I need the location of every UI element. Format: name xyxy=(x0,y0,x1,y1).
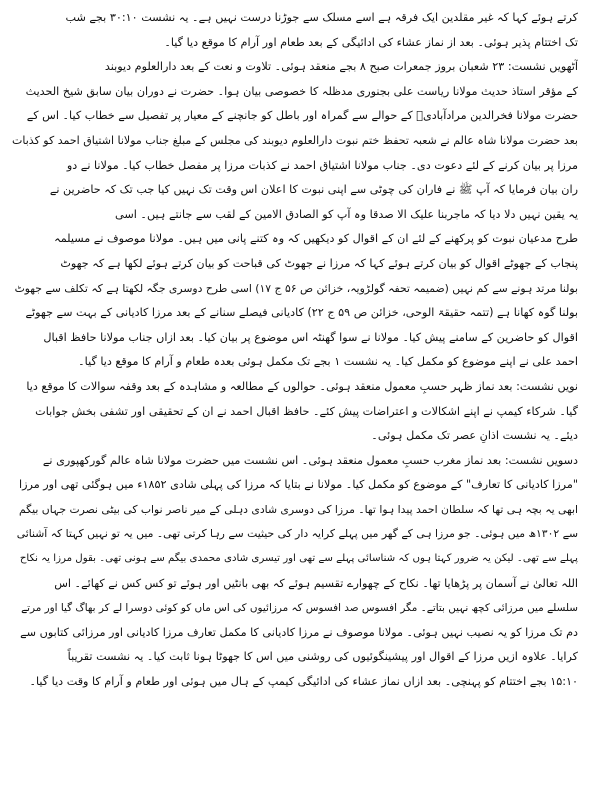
text-line: پنجاب کے جھوٹے اقوال کو بیان کرتے ہوئے کہا کہ مرزا نے جھوٹ کی قباحت کو بیان کرتے ہوئے لکھا ہے کہ جھوٹ xyxy=(60,256,578,270)
text-line: پہلے سے تھی۔ لیکن یہ ضرور کہتا ہوں کہ شناسائی پہلے سے تھی اور تیسری شادی محمدی بیگم سے ہونی تھی۔ بقول مرزا یہ نکاح xyxy=(19,553,578,565)
text-line: حضرت مولانا فخرالدین مرادآبادیؒ کے حوالے سے گمراہ اور باطل کو جانچنے کے معیار پر تفصیل سے خطاب کیا۔ اس کے xyxy=(26,109,578,123)
text-line: ران بیان فرمایا کہ آپ ﷺ نے فاران کی چوٹی سے اپنی نبوت کا اعلان اس وقت تک نہیں کیا جب تک کہ حاضرین نے xyxy=(49,183,578,197)
text-line: "مرزا کادیانی کا تعارف" کے موضوع کو مکمل کیا۔ مولانا نے بتایا کہ مرزا کی پہلی شادی ۱۸۵۲ء میں ہوگئی تھی اور مرزا xyxy=(19,478,578,492)
text-line: کرایا۔ علاوہ ازیں مرزا کے اقوال اور پیشینگوئیوں کی روشنی میں اس کا جھوٹا ہونا ثابت کیا۔ یہ نشست تقریباً xyxy=(67,650,578,664)
text-line: اللہ تعالیٰ نے آسمان پر پڑھایا تھا۔ نکاح کے چھوارے تقسیم ہوئے کہ بھی بانٹیں اور ہوئے تو کس کس نے کھائے۔ اس xyxy=(54,576,578,590)
document-page xyxy=(12,6,578,796)
text-line: آٹھویں نشست: ۲۳ شعبان بروز جمعرات صبح ۸ بجے منعقد ہوئی۔ تلاوت و نعت کے بعد دارالعلوم دیوبند xyxy=(104,60,578,74)
text-line: یہ یقین نہیں دلا دیا کہ ماجربنا علیک الا صدقا وہ آپ کو الصادق الامین کے لقب سے جانتے ہیں۔ اسی xyxy=(115,207,578,221)
text-line: مرزا پر بیان کرنے کے لئے دعوت دی۔ جناب مولانا اشتیاق احمد نے کذبات مرزا پر مفصل خطاب کیا۔ مولانا نے دو xyxy=(66,158,578,172)
text-line: طرح مدعیان نبوت کو پرکھنے کے لئے ان کے اقوال کو دیکھیں کہ وہ کتنے پانی میں ہیں۔ مولانا موصوف نے مسیلمہ xyxy=(54,232,578,246)
text-line: ۱۵:۱۰ بجے اختتام کو پہنچی۔ بعد ازاں نماز عشاء کی ادائیگی کیمپ کے ہال میں ہوئی اور طعام و آرام کا وقت دیا گیا۔ xyxy=(29,675,578,689)
text-line: تک اختتام پذیر ہوئی۔ بعد از نماز عشاء کی ادائیگی کے بعد طعام اور آرام کا موقع دیا گیا۔ xyxy=(164,35,578,49)
text-line: نویں نشست: بعد نماز ظہر حسبِ معمول منعقد ہوئی۔ حوالوں کے مطالعہ و مشاہدہ کے بعد وقفہ سوالات کا موقع دیا xyxy=(26,379,578,393)
text-line: ابھی یہ بچہ ہی تھا کہ سلطان احمد پیدا ہوا تھا۔ مرزا کی دوسری شادی دہلی کے میر ناصر نواب کی بیٹی نصرت جہاں بیگم xyxy=(18,502,578,516)
text-line: دسویں نشست: بعد نماز مغرب حسبِ معمول منعقد ہوئی۔ اس نشست میں حضرت مولانا شاہ عالم گورکھپوری نے xyxy=(42,453,578,467)
text-line: دیئے۔ یہ نشست اذانِ عصر تک مکمل ہوئی۔ xyxy=(371,429,578,443)
text-line: دم تک مرزا کو یہ نصیب نہیں ہوئی۔ مولانا موصوف نے مرزا کادیانی کا مکمل تعارف مرزا کادیانی اور مرزائی کتابوں سے xyxy=(20,625,578,639)
text-line: اقوال کو حاضرین کے سامنے پیش کیا۔ مولانا نے سوا گھنٹہ اس موضوع پر بیان کیا۔ بعد ازاں جناب مولانا حافظ اقبال xyxy=(43,330,578,344)
text-line: کرتے ہوئے کہا کہ غیر مقلدین ایک فرقہ ہے اسے مسلک سے جوڑنا درست نہیں ہے۔ یہ نشست ۳۰:۱۰ بجے شب xyxy=(65,11,578,24)
text-line: بعد حضرت مولانا شاہ عالم نے شعبہ تحفظ ختم نبوت دارالعلوم دیوبند کی مجلس کے مبلغ جناب مولانا اشتیاق احمد کو کذبات xyxy=(12,133,578,147)
text-line: سے ۱۳۰۲ھ میں ہوئی۔ جو مرزا ہی کے گھر میں پہلے کرایہ دار کی حیثیت سے رہا کرتی تھی۔ میں یہ تو نہیں کہتا کہ آشنائی xyxy=(16,527,578,541)
text-line: احمد علی نے اپنے موضوع کو مکمل کیا۔ یہ نشست ۱ بجے تک مکمل ہوئی بعدہ طعام و آرام کا موقع دیا گیا۔ xyxy=(78,355,578,369)
text-line: سلسلے میں مرزائی کچھ نہیں بتاتے۔ مگر افسوس صد افسوس کہ مرزائیوں کی اس ماں کو کوئی دوسرا لے کر بھاگ گیا اور مرتے xyxy=(21,602,578,615)
text-line: بولنا مرتد ہونے سے کم نہیں (ضمیمہ تحفہ گولڑویہ، خزائن ص ۵۶ ج ۱۷) اسی طرح دوسری جگہ لکھتا ہے کہ تکلف سے جھوٹ xyxy=(14,281,578,295)
text-line: گیا۔ شرکاء کیمپ نے اپنے اشکالات و اعتراضات پیش کئے۔ حافظ اقبال احمد نے ان کے تحقیقی اور تشفی بخش جوابات xyxy=(35,404,578,418)
text-line: بولنا گوہ کھانا ہے (تتمہ حقیقۃ الوحی، خزائن ص ۵۹ ج ۲۲) کادیانی فیصلے سنانے کے بعد مرزا کادیانی کے بہت سے جھوٹے xyxy=(25,306,578,320)
text-line: کے مؤقر استاذ حدیث مولانا ریاست علی بجنوری مدظلہ کا خصوصی بیان ہوا۔ حضرت نے دوران بیان سابق شیخ الحدیث xyxy=(25,84,578,98)
